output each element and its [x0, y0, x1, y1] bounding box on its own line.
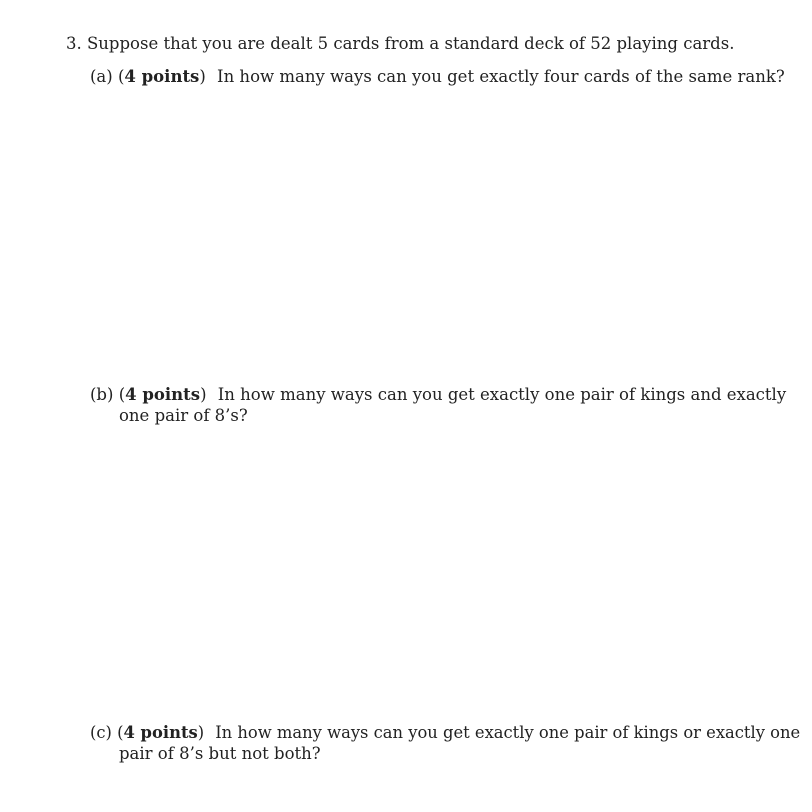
part-c: [90, 722, 800, 743]
part-b-question-line1: In how many ways can you get exactly one pair of kings and exactly: [217, 385, 787, 404]
part-c-points-close: ): [197, 723, 205, 742]
part-b: [90, 384, 786, 405]
problem-text: Suppose that you are dealt 5 cards from a standard deck of 52 playing cards.: [87, 34, 735, 53]
part-c-points-open: (: [117, 723, 124, 742]
problem-statement: [66, 33, 734, 54]
part-a-question: In how many ways can you get exactly four cards of the same rank?: [217, 67, 785, 86]
part-a-points-close: ): [199, 67, 206, 86]
part-a-points: 4 points: [124, 67, 200, 86]
part-b-label: (b): [90, 385, 114, 404]
part-b-points-close: ): [200, 385, 207, 404]
problem-number: 3.: [66, 34, 82, 53]
part-c-question-line2: pair of 8’s but not both?: [119, 744, 321, 763]
part-b-question-line2: one pair of 8’s?: [119, 406, 248, 425]
part-b-continuation: [119, 405, 248, 426]
part-b-points: 4 points: [125, 385, 201, 404]
part-c-points: 4 points: [123, 723, 198, 742]
part-c-question-line1: In how many ways can you get exactly one pair of kings or exactly one: [215, 723, 801, 742]
part-a: [90, 66, 785, 87]
part-b-points-open: (: [118, 385, 126, 404]
part-a-label: (a): [90, 67, 113, 86]
part-c-label: (c): [90, 723, 112, 742]
part-a-points-open: (: [117, 67, 125, 86]
part-c-continuation: [119, 743, 321, 764]
